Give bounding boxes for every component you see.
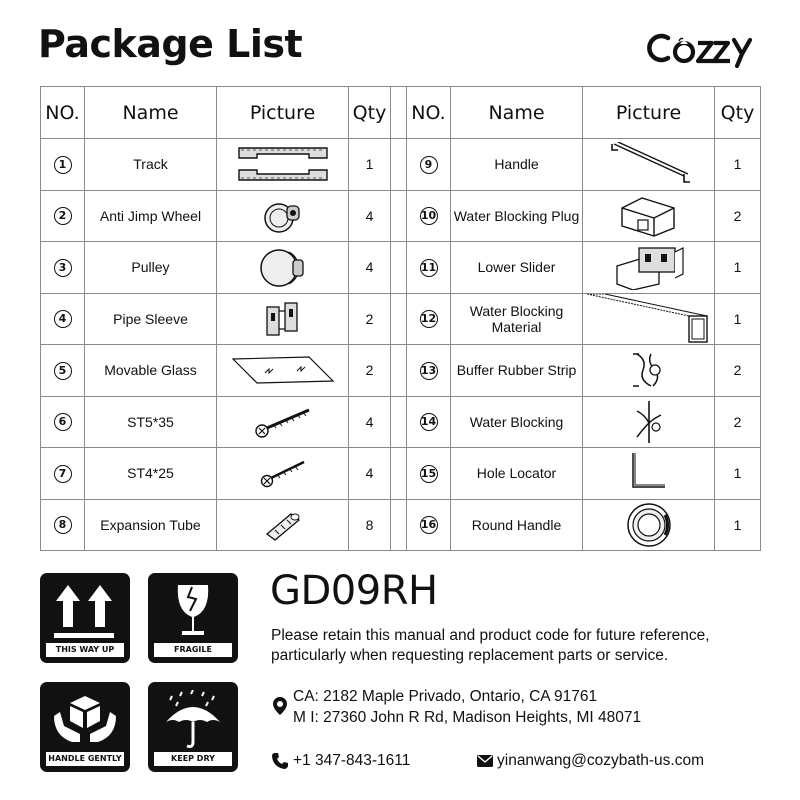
item-qty: 1 bbox=[715, 499, 761, 551]
item-qty: 4 bbox=[349, 242, 391, 294]
item-qty: 2 bbox=[349, 293, 391, 345]
table-row bbox=[41, 345, 761, 397]
item-name: Pipe Sleeve bbox=[85, 293, 217, 345]
handle-gently-icon bbox=[50, 690, 120, 752]
item-qty: 2 bbox=[715, 345, 761, 397]
item-number: 10 bbox=[420, 207, 438, 225]
item-number: 12 bbox=[420, 310, 438, 328]
item-qty: 4 bbox=[349, 396, 391, 448]
header-picture: Picture bbox=[583, 87, 715, 139]
symbol-label: KEEP DRY bbox=[154, 752, 232, 766]
item-name: Anti Jimp Wheel bbox=[85, 190, 217, 242]
item-name: Water Blocking Material bbox=[451, 293, 583, 345]
item-number: 16 bbox=[420, 516, 438, 534]
item-number: 5 bbox=[54, 362, 72, 380]
item-number: 15 bbox=[420, 465, 438, 483]
item-name: Round Handle bbox=[451, 499, 583, 551]
item-number: 8 bbox=[54, 516, 72, 534]
package-table bbox=[40, 86, 761, 551]
handle-bar-icon bbox=[604, 142, 694, 186]
table-header-row bbox=[41, 87, 761, 139]
item-qty: 2 bbox=[349, 345, 391, 397]
table-row bbox=[41, 293, 761, 345]
header-qty: Qty bbox=[349, 87, 391, 139]
expansion-tube-icon bbox=[263, 508, 303, 542]
item-qty: 1 bbox=[349, 139, 391, 191]
this-way-up-symbol bbox=[40, 573, 130, 663]
item-number: 2 bbox=[54, 207, 72, 225]
table-row bbox=[41, 499, 761, 551]
brand-logo bbox=[646, 28, 764, 68]
track-icon bbox=[237, 146, 329, 182]
item-number: 13 bbox=[420, 362, 438, 380]
item-qty: 1 bbox=[715, 448, 761, 500]
symbol-label: THIS WAY UP bbox=[46, 643, 124, 657]
email-address[interactable]: yinanwang@cozybath-us.com bbox=[497, 752, 705, 769]
wheel-icon bbox=[261, 194, 305, 238]
item-number: 3 bbox=[54, 259, 72, 277]
item-name: Movable Glass bbox=[85, 345, 217, 397]
item-qty: 8 bbox=[349, 499, 391, 551]
item-qty: 1 bbox=[715, 139, 761, 191]
item-name: Hole Locator bbox=[451, 448, 583, 500]
item-qty: 2 bbox=[715, 396, 761, 448]
item-name: Buffer Rubber Strip bbox=[451, 345, 583, 397]
fragile-symbol bbox=[148, 573, 238, 663]
screw-icon bbox=[253, 404, 313, 440]
item-qty: 4 bbox=[349, 190, 391, 242]
address-mi: M I: 27360 John R Rd, Madison Heights, MI 48071 bbox=[293, 709, 642, 726]
item-number: 11 bbox=[420, 259, 438, 277]
pulley-icon bbox=[259, 244, 307, 290]
item-number: 1 bbox=[54, 156, 72, 174]
address-ca: CA: 2182 Maple Privado, Ontario, CA 91761 bbox=[293, 688, 598, 705]
item-name: Pulley bbox=[85, 242, 217, 294]
item-number: 4 bbox=[54, 310, 72, 328]
header-no: NO. bbox=[41, 87, 85, 139]
phone-number[interactable]: +1 347-843-1611 bbox=[293, 752, 411, 769]
header-qty: Qty bbox=[715, 87, 761, 139]
item-name: Lower Slider bbox=[451, 242, 583, 294]
item-qty: 2 bbox=[715, 190, 761, 242]
pipe-sleeve-icon bbox=[263, 297, 303, 341]
angle-icon bbox=[629, 451, 669, 495]
product-code: GD09RH bbox=[270, 568, 438, 614]
this-way-up-icon bbox=[50, 581, 120, 643]
fragile-icon bbox=[158, 581, 228, 643]
symbol-label: HANDLE GENTLY bbox=[46, 752, 124, 766]
item-number: 14 bbox=[420, 413, 438, 431]
column-gap bbox=[391, 87, 407, 139]
item-name: Water Blocking Plug bbox=[451, 190, 583, 242]
table-row bbox=[41, 242, 761, 294]
slider-icon bbox=[613, 244, 685, 290]
page-title: Package List bbox=[38, 22, 303, 66]
item-name: ST5*35 bbox=[85, 396, 217, 448]
table-row bbox=[41, 190, 761, 242]
item-name: Expansion Tube bbox=[85, 499, 217, 551]
item-qty: 1 bbox=[715, 242, 761, 294]
location-pin-icon bbox=[272, 696, 288, 716]
keep-dry-icon bbox=[158, 690, 228, 752]
rubber-strip-icon bbox=[629, 350, 669, 390]
plug-icon bbox=[614, 194, 684, 238]
item-name: Water Blocking bbox=[451, 396, 583, 448]
retention-note: Please retain this manual and product code for future reference, particularly when requesting replacement parts or service. bbox=[271, 627, 710, 664]
item-qty: 4 bbox=[349, 448, 391, 500]
item-number: 9 bbox=[420, 156, 438, 174]
item-name: Track bbox=[85, 139, 217, 191]
email-icon bbox=[477, 755, 493, 767]
item-qty: 1 bbox=[715, 293, 761, 345]
header-name: Name bbox=[85, 87, 217, 139]
table-row bbox=[41, 139, 761, 191]
item-name: Handle bbox=[451, 139, 583, 191]
item-number: 6 bbox=[54, 413, 72, 431]
table-row bbox=[41, 448, 761, 500]
handle-gently-symbol bbox=[40, 682, 130, 772]
water-strip-icon bbox=[629, 399, 669, 445]
square-tube-icon bbox=[585, 294, 713, 344]
item-number: 7 bbox=[54, 465, 72, 483]
address-block bbox=[293, 686, 641, 728]
symbol-label: FRAGILE bbox=[154, 643, 232, 657]
phone-icon bbox=[271, 752, 289, 770]
round-handle-icon bbox=[625, 501, 673, 549]
header-name: Name bbox=[451, 87, 583, 139]
header-picture: Picture bbox=[217, 87, 349, 139]
header-no: NO. bbox=[407, 87, 451, 139]
item-name: ST4*25 bbox=[85, 448, 217, 500]
glass-panel-icon bbox=[231, 355, 335, 385]
keep-dry-symbol bbox=[148, 682, 238, 772]
table-row bbox=[41, 396, 761, 448]
screw-small-icon bbox=[258, 456, 308, 490]
